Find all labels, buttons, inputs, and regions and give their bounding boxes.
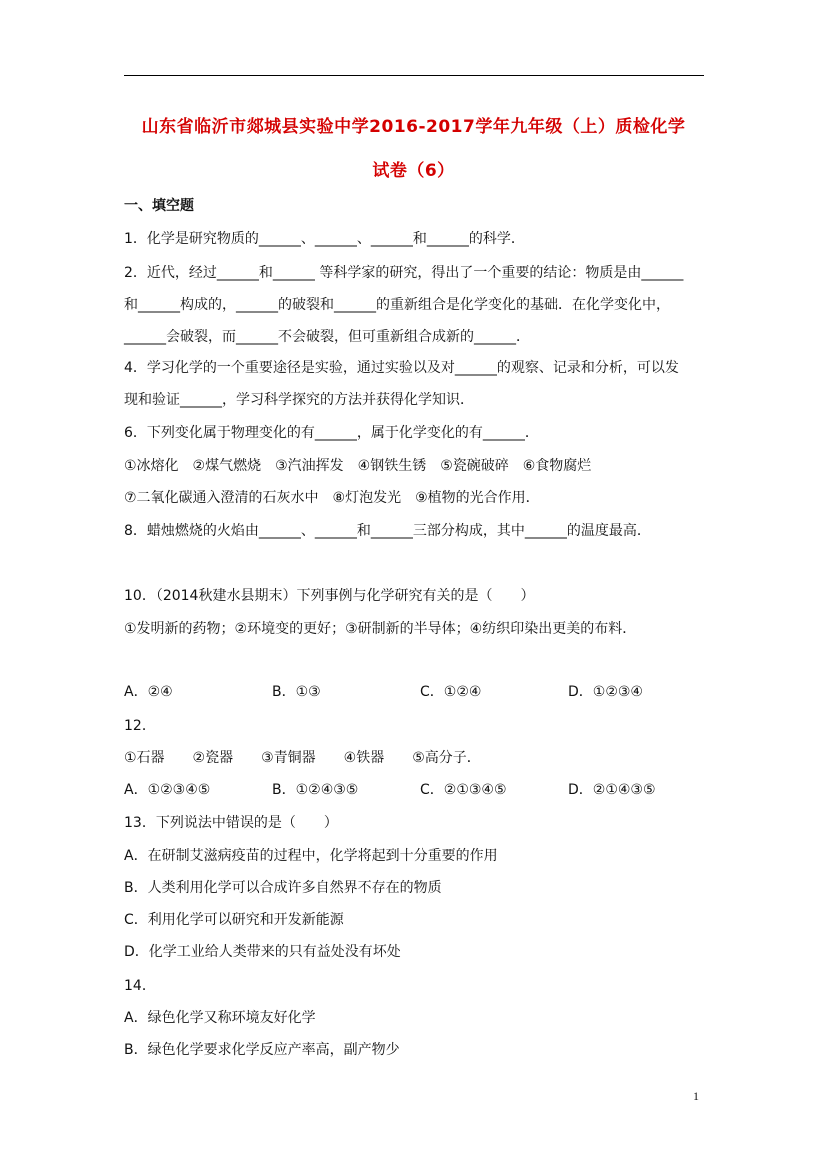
- question-13-option-c: C．利用化学可以研究和开发新能源: [124, 912, 344, 928]
- question-14-option-a: A．绿色化学又称环境友好化学: [124, 1010, 316, 1026]
- doc-title-line1: 山东省临沂市郯城县实验中学2016-2017学年九年级（上）质检化学: [141, 117, 686, 137]
- question-13-option-b: B．人类利用化学可以合成许多自然界不存在的物质: [124, 880, 442, 896]
- doc-title-line2: 试卷（6）: [372, 161, 455, 181]
- question-13-stem: 13．下列说法中错误的是（ ）: [124, 815, 338, 831]
- question-10-stem: 10．（2014秋建水县期末）下列事例与化学研究有关的是（ ）: [124, 588, 535, 604]
- question-14-stem: 14．: [124, 978, 156, 994]
- question-13-option-d: D．化学工业给人类带来的只有益处没有坏处: [124, 944, 401, 960]
- question-10-option-c: C．①②④: [420, 684, 482, 700]
- question-2-line1: 2．近代，经过______和______ 等科学家的研究，得出了一个重要的结论：物质是由______: [124, 265, 684, 281]
- header-rule: [124, 75, 704, 76]
- question-14-option-b: B．绿色化学要求化学反应产率高，副产物少: [124, 1042, 400, 1058]
- question-10-option-b: B．①③: [272, 684, 321, 700]
- question-2-line2: 和______构成的，______的破裂和______的重新组合是化学变化的基础．在化学变化中，: [124, 297, 670, 313]
- question-4-line1: 4．学习化学的一个重要途径是实验，通过实验以及对______的观察、记录和分析，可以发: [124, 360, 679, 376]
- question-6-stem: 6．下列变化属于物理变化的有______，属于化学变化的有______．: [124, 425, 539, 441]
- question-4-line2: 现和验证______，学习科学探究的方法并获得化学知识．: [124, 392, 474, 408]
- question-6-items2: ⑦二氧化碳通入澄清的石灰水中 ⑧灯泡发光 ⑨植物的光合作用．: [124, 490, 540, 506]
- page-number: 1: [693, 1089, 699, 1103]
- question-10-option-a: A．②④: [124, 684, 173, 700]
- question-12-body: ①石器 ②瓷器 ③青铜器 ④铁器 ⑤高分子．: [124, 750, 481, 766]
- question-2-line3: ______会破裂，而______不会破裂，但可重新组合成新的______．: [124, 329, 530, 345]
- question-8: 8．蜡烛燃烧的火焰由______、______和______三部分构成，其中______的温度最高．: [124, 523, 651, 539]
- question-10-option-d: D．①②③④: [568, 684, 643, 700]
- question-12-option-d: D．②①④③⑤: [568, 782, 656, 798]
- section-heading: 一、填空题: [124, 198, 194, 214]
- question-10-body: ①发明新的药物；②环境变的更好；③研制新的半导体；④纺织印染出更美的布料．: [124, 621, 637, 637]
- question-12-option-a: A．①②③④⑤: [124, 782, 211, 798]
- question-12-stem: 12．: [124, 718, 156, 734]
- question-6-items1: ①冰熔化 ②煤气燃烧 ③汽油挥发 ④钢铁生锈 ⑤瓷碗破碎 ⑥食物腐烂: [124, 458, 592, 474]
- question-1: 1．化学是研究物质的______、______、______和______的科学．: [124, 231, 525, 247]
- question-13-option-a: A．在研制艾滋病疫苗的过程中，化学将起到十分重要的作用: [124, 848, 498, 864]
- question-12-option-b: B．①②④③⑤: [272, 782, 359, 798]
- question-12-option-c: C．②①③④⑤: [420, 782, 507, 798]
